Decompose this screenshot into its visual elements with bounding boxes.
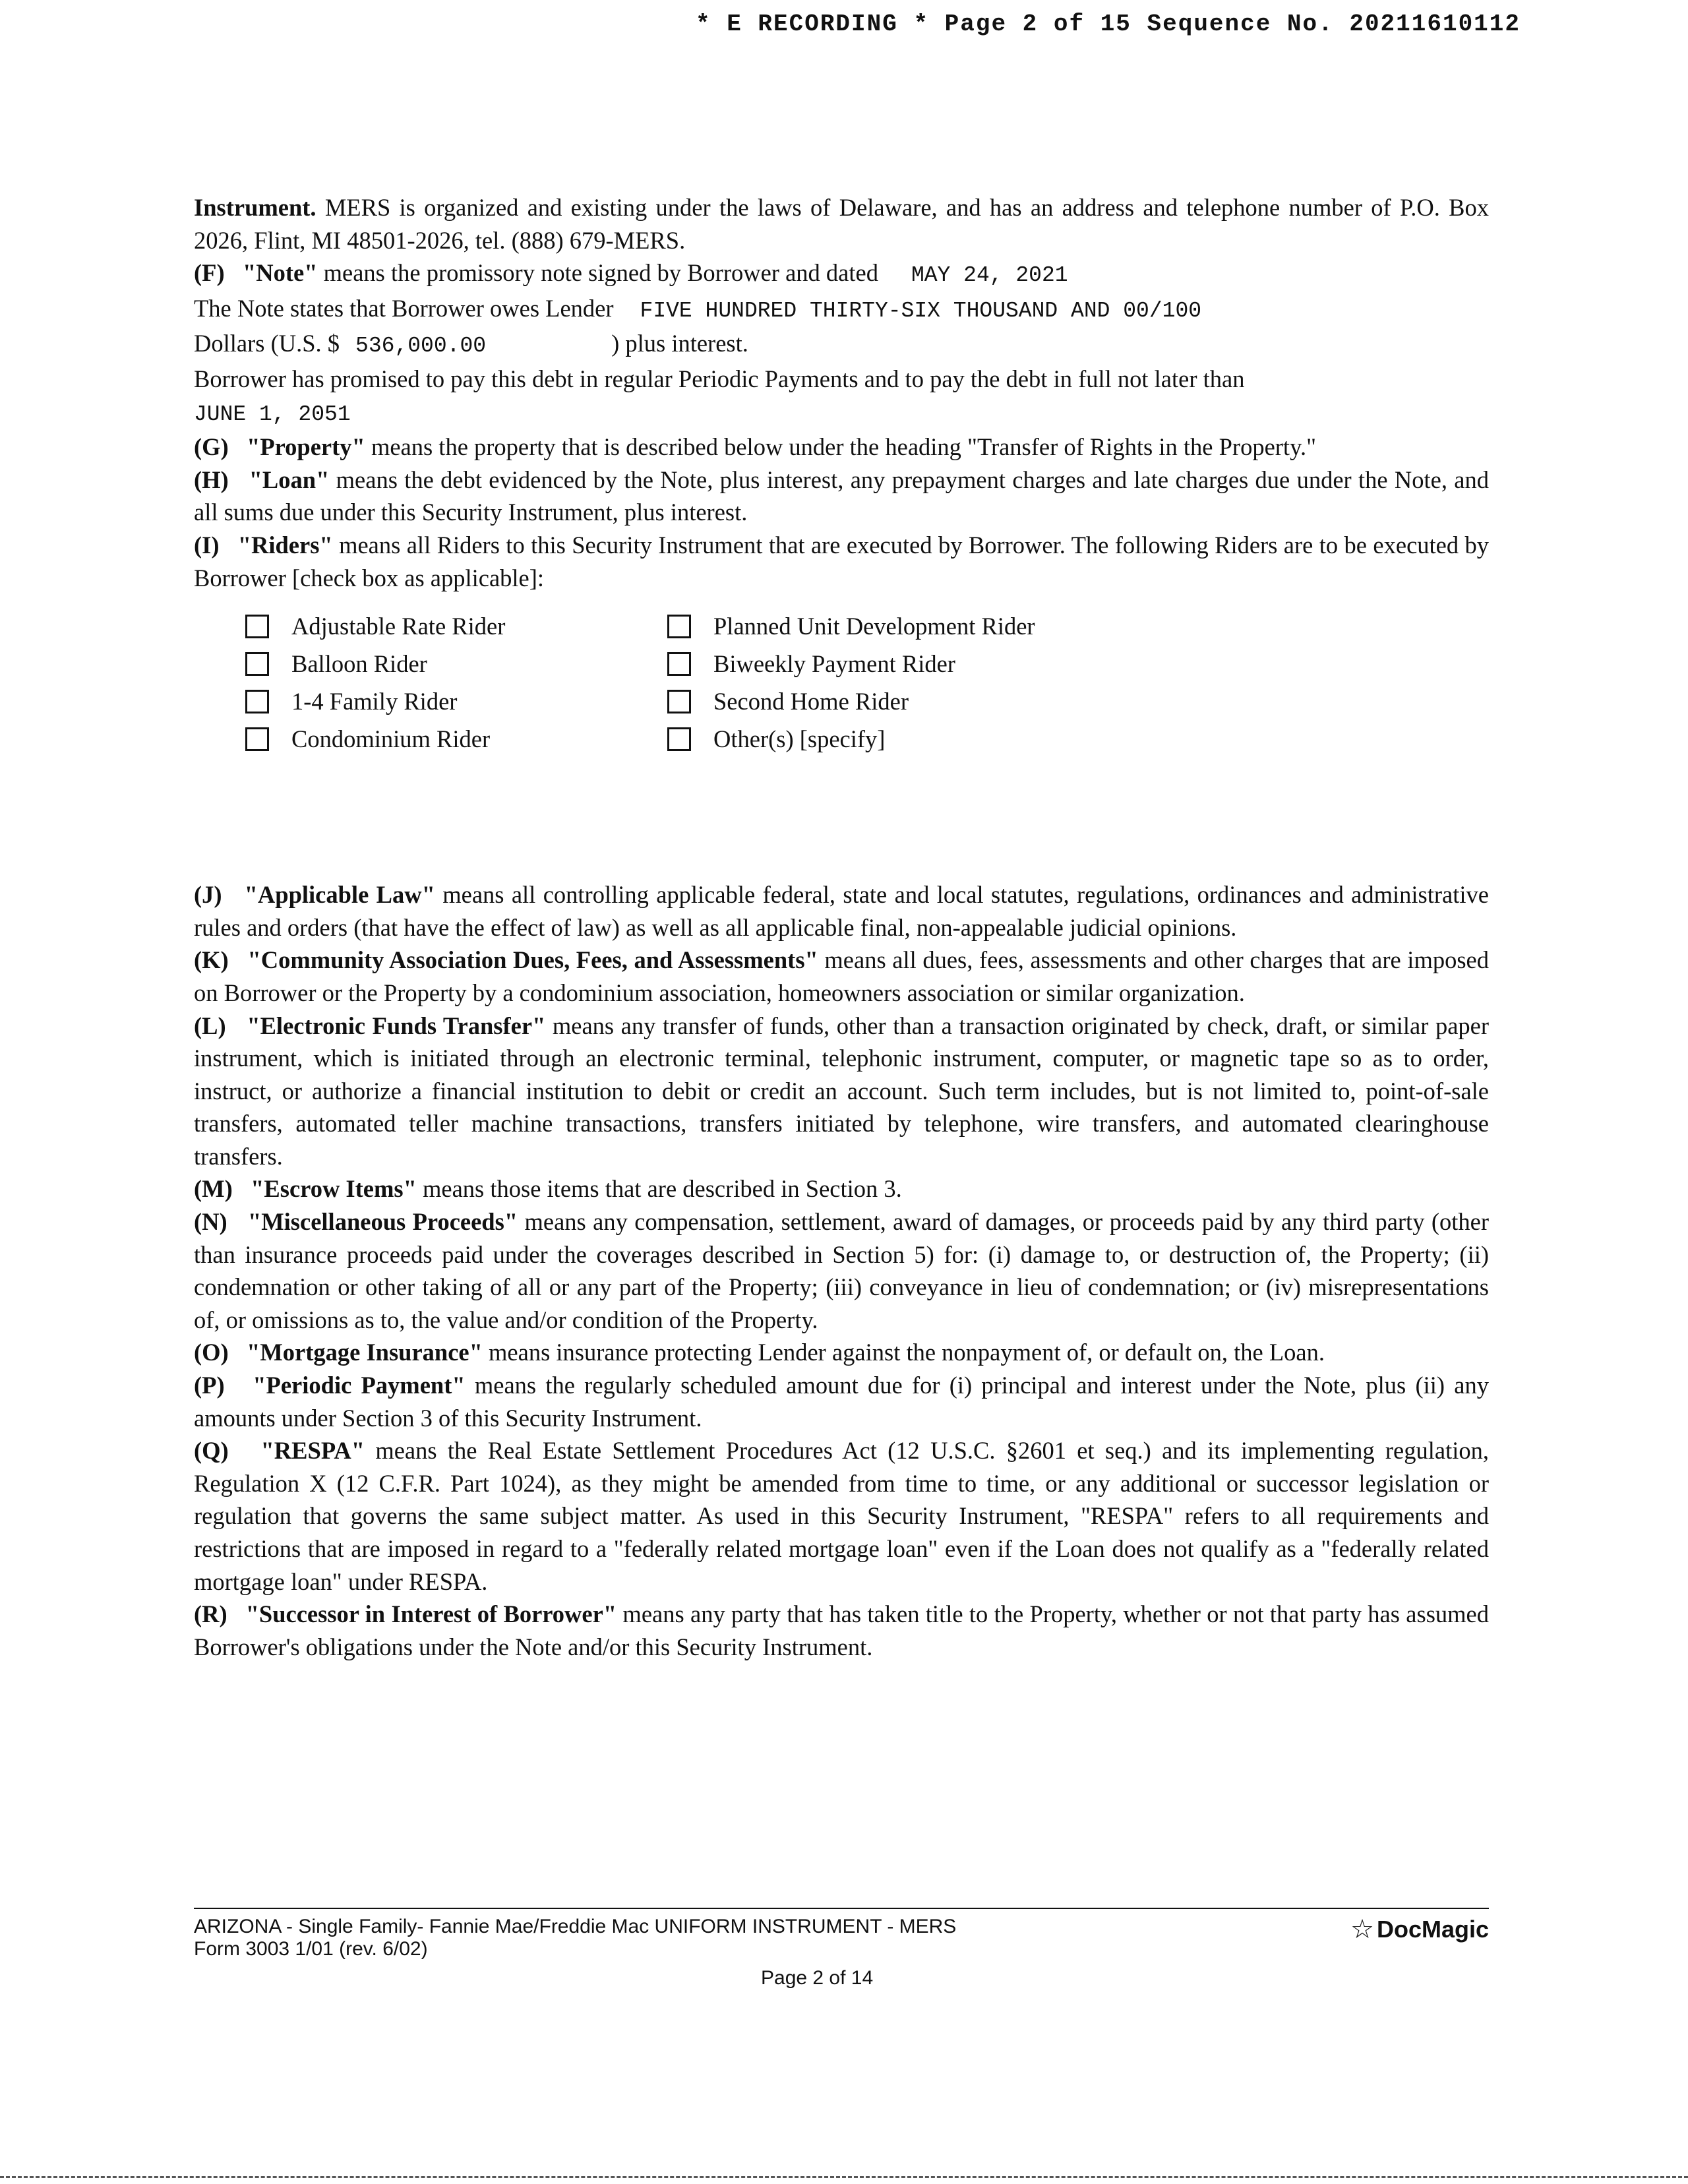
footer-page-number: Page 2 of 14 (761, 1967, 874, 1989)
rider-label: Biweekly Payment Rider (713, 650, 955, 678)
definition-paragraph (194, 1172, 1489, 1205)
def-letter: (O) (194, 1339, 229, 1366)
note-promise-text: Borrower has promised to pay this debt in regular Periodic Payments and to pay the debt in full not later than (194, 365, 1245, 392)
def-letter: (K) (194, 946, 229, 974)
def-letter: (H) (194, 466, 229, 493)
def-term: "Loan" (249, 466, 330, 493)
definition-paragraph (194, 1434, 1489, 1598)
def-term: "Miscellaneous Proceeds" (247, 1208, 518, 1236)
definition-note (194, 257, 1489, 292)
rider-label: Balloon Rider (291, 650, 427, 678)
def-term: "Property" (247, 433, 365, 461)
rider-checkbox[interactable] (667, 690, 691, 713)
rider-label: Second Home Rider (713, 688, 909, 715)
definition-paragraph (194, 1010, 1489, 1173)
def-term: "Escrow Items" (251, 1175, 417, 1203)
rider-option (667, 610, 1089, 643)
rider-checkbox[interactable] (667, 727, 691, 751)
note-promise (194, 363, 1489, 431)
docmagic-logo (1350, 1915, 1489, 1944)
definition-paragraph (194, 878, 1489, 944)
rider-checkbox[interactable] (667, 615, 691, 638)
brand-name: DocMagic (1376, 1916, 1489, 1943)
def-letter: (N) (194, 1208, 227, 1236)
definition-paragraph (194, 1598, 1489, 1663)
note-maturity-date: JUNE 1, 2051 (194, 402, 351, 427)
def-text: means those items that are described in Section 3. (416, 1175, 902, 1203)
def-letter: (L) (194, 1012, 226, 1039)
def-text: means all controlling applicable federal, state and local statutes, regulations, ordinances and administrative rules and orders (that have the effect of law) as well as all applicable final, non-appealable judicial opinions. (194, 881, 1489, 941)
rider-option (245, 648, 667, 681)
rider-option (667, 685, 1089, 718)
rider-option (245, 723, 667, 756)
def-term: "RESPA" (260, 1437, 365, 1465)
def-term: "Note" (242, 259, 318, 287)
footer-line2: Form 3003 1/01 (rev. 6/02) (194, 1938, 428, 1960)
rider-label: Planned Unit Development Rider (713, 613, 1035, 640)
note-amount-number: 536,000.00 (355, 334, 487, 359)
def-term: "Riders" (237, 531, 333, 559)
note-dollars-line (194, 327, 1489, 363)
rider-checkbox[interactable] (245, 727, 269, 751)
footer-line1: ARIZONA - Single Family- Fannie Mae/Freddie Mac UNIFORM INSTRUMENT - MERS (194, 1916, 957, 1937)
definition-paragraph (194, 529, 1489, 594)
def-text: means any party that has taken title to the Property, whether or not that party has assumed Borrower's obligations under the Note and/or this Security Instrument. (194, 1600, 1489, 1660)
star-icon: ☆ (1350, 1915, 1374, 1944)
footer-form-info (194, 1916, 956, 1960)
scan-edge-line (0, 2176, 1688, 2178)
def-text: means insurance protecting Lender against the nonpayment of, or default on, the Loan. (482, 1339, 1325, 1366)
def-letter: (J) (194, 881, 222, 909)
def-text: means the debt evidenced by the Note, plus interest, any prepayment charges and late charges due under the Note, and all sums due under this Security Instrument, plus interest. (194, 466, 1489, 526)
riders-checklist (245, 610, 1489, 756)
def-letter: (I) (194, 531, 220, 559)
note-owes-text: The Note states that Borrower owes Lender (194, 294, 614, 322)
def-text: means the Real Estate Settlement Procedures Act (12 U.S.C. §2601 et seq.) and its implementing regulation, Regulation X (12 C.F.R. Part 1024), as they might be amended from time to time, or any additional or successor legislation or regulation that governs the same subject matter. As used in this Security Instrument, "RESPA" refers to all requirements and restrictions that are imposed in regard to a "federally related mortgage loan" even if the Loan does not qualify as a "federally related mortgage loan" under RESPA. (194, 1437, 1489, 1595)
def-text: means all dues, fees, assessments and other charges that are imposed on Borrower or the Property by a condominium association, homeowners association or similar organization. (194, 946, 1489, 1006)
def-text: means all Riders to this Security Instrument that are executed by Borrower. The following Riders are to be executed by Borrower [check box as applicable]: (194, 531, 1490, 592)
note-amount-words: FIVE HUNDRED THIRTY-SIX THOUSAND AND 00/100 (640, 298, 1202, 323)
def-text: means the promissory note signed by Borrower and dated (317, 259, 878, 287)
intro-text: MERS is organized and existing under the laws of Delaware, and has an address and telephone number of P.O. Box 2026, Flint, MI 48501-2026, tel. (888) 679-MERS. (194, 194, 1489, 254)
def-term: "Community Association Dues, Fees, and Assessments" (247, 946, 818, 974)
definition-paragraph (194, 944, 1489, 1009)
definition-paragraph (194, 1369, 1489, 1434)
def-letter: (R) (194, 1600, 227, 1628)
def-term: "Periodic Payment" (253, 1372, 466, 1399)
def-text: means any compensation, settlement, award of damages, or proceeds paid by any third party (other than insurance proceeds paid under the coverages described in Section 5) for: (i) damage to, or destruction of, the Property; (ii) condemnation or other taking of all or any part of the Property; (iii) conveyance in lieu of condemnation; or (iv) misrepresentations of, or omissions as to, the value and/or condition of the Property. (194, 1208, 1490, 1333)
definition-paragraph (194, 464, 1489, 529)
rider-option (245, 685, 667, 718)
intro-paragraph (194, 191, 1489, 257)
rider-checkbox[interactable] (245, 615, 269, 638)
note-date: MAY 24, 2021 (911, 263, 1068, 288)
def-text: means any transfer of funds, other than a transaction originated by check, draft, or similar paper instrument, which is initiated through an electronic terminal, telephonic instrument, computer, or magnetic tape so as to order, instruct, or authorize a financial institution to debit or credit an account. Such term includes, but is not limited to, point-of-sale transfers, automated teller machine transactions, transfers initiated by telephone, wire transfers, and automated clearinghouse transfers. (194, 1012, 1490, 1170)
def-term: "Mortgage Insurance" (247, 1339, 483, 1366)
page-footer (194, 1908, 1489, 1989)
def-letter: (M) (194, 1175, 233, 1203)
rider-checkbox[interactable] (245, 690, 269, 713)
def-letter: (P) (194, 1372, 225, 1399)
def-term: "Electronic Funds Transfer" (247, 1012, 546, 1039)
note-owes-line (194, 292, 1489, 328)
rider-label: Other(s) [specify] (713, 725, 886, 753)
def-letter: (G) (194, 433, 229, 461)
rider-label: Condominium Rider (291, 725, 491, 753)
rider-label: 1-4 Family Rider (291, 688, 458, 715)
intro-label: Instrument. (194, 194, 316, 221)
definitions-bottom (194, 878, 1489, 1663)
def-text: means the regularly scheduled amount due for (i) principal and interest under the Note, plus (ii) any amounts under Section 3 of this Security Instrument. (194, 1372, 1489, 1432)
rider-label: Adjustable Rate Rider (291, 613, 506, 640)
definition-paragraph (194, 1336, 1489, 1369)
definition-paragraph (194, 1205, 1489, 1336)
def-letter: (Q) (194, 1437, 229, 1465)
recording-header: * E RECORDING * Page 2 of 15 Sequence No. 20211610112 (696, 11, 1521, 38)
def-letter: (F) (194, 259, 225, 287)
def-text: means the property that is described below under the heading "Transfer of Rights in the Property." (365, 433, 1316, 461)
def-term: "Successor in Interest of Borrower" (245, 1600, 617, 1628)
rider-checkbox[interactable] (667, 652, 691, 676)
def-term: "Applicable Law" (244, 881, 435, 909)
dollars-suffix: ) plus interest. (611, 330, 748, 357)
definitions-top (194, 431, 1489, 594)
document-body (194, 191, 1489, 1663)
rider-option (667, 723, 1089, 756)
definition-paragraph (194, 431, 1489, 464)
rider-option (245, 610, 667, 643)
dollars-prefix: Dollars (U.S. $ (194, 330, 340, 357)
rider-option (667, 648, 1089, 681)
rider-checkbox[interactable] (245, 652, 269, 676)
